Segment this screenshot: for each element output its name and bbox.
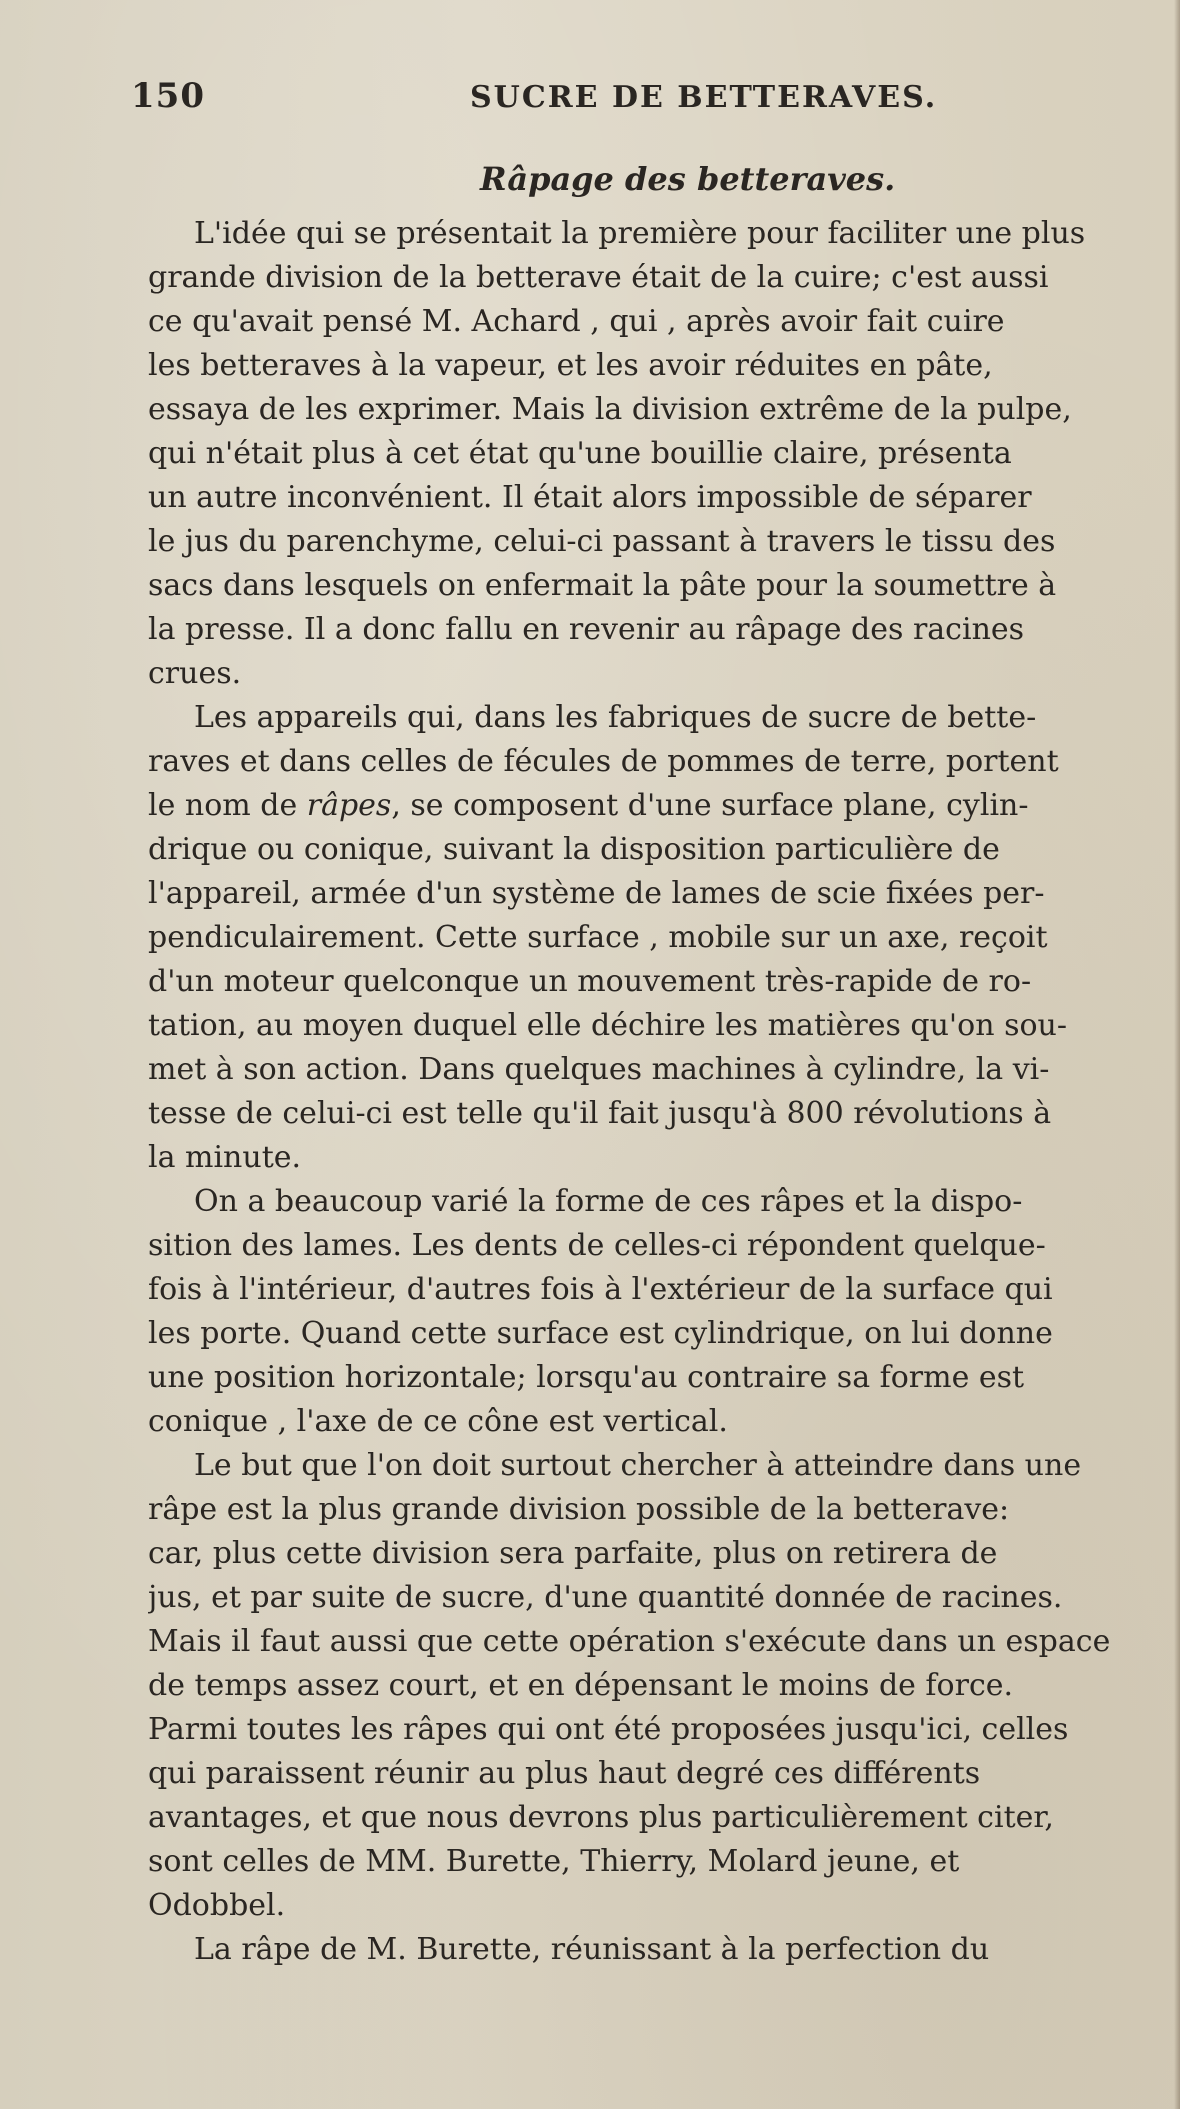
text-line: On a beaucoup varié la forme de ces râpes et la dispo- [194,1184,1023,1219]
text-line: sont celles de MM. Burette, Thierry, Molard jeune, et [148,1844,960,1879]
italic-term: râpes [306,788,392,823]
text-line: fois à l'intérieur, d'autres fois à l'extérieur de la surface qui [148,1272,1053,1307]
text-line: les porte. Quand cette surface est cylindrique, on lui donne [148,1316,1053,1351]
text-line: crues. [148,656,242,691]
text-line: essaya de les exprimer. Mais la division extrême de la pulpe, [148,392,1072,427]
text-line: l'appareil, armée d'un système de lames de scie fixées per- [148,876,1045,911]
text-line: tation, au moyen duquel elle déchire les matières qu'on sou- [148,1008,1067,1043]
text-line: Mais il faut aussi que cette opération s'exécute dans un espace [148,1624,1111,1659]
text-line: conique , l'axe de ce cône est vertical. [148,1404,728,1439]
text-line: qui n'était plus à cet état qu'une bouillie claire, présenta [148,436,1012,471]
text-line: d'un moteur quelconque un mouvement très-rapide de ro- [148,964,1032,999]
running-title: SUCRE DE BETTERAVES. [470,80,938,115]
text-line: râpe est la plus grande division possible de la betterave: [148,1492,1010,1527]
text-line: Les appareils qui, dans les fabriques de sucre de bette- [194,700,1037,735]
text-line: qui paraissent réunir au plus haut degré ces différents [148,1756,981,1791]
text-line: Odobbel. [148,1888,286,1923]
text-line: avantages, et que nous devrons plus particulièrement citer, [148,1800,1054,1835]
text-line: la minute. [148,1140,302,1175]
text-line: La râpe de M. Burette, réunissant à la perfection du [194,1932,990,1967]
text-line: met à son action. Dans quelques machines à cylindre, la vi- [148,1052,1050,1087]
text-line: drique ou conique, suivant la disposition particulière de [148,832,1000,867]
text-line: tesse de celui-ci est telle qu'il fait jusqu'à 800 révolutions à [148,1096,1052,1131]
text-line: raves et dans celles de fécules de pommes de terre, portent [148,744,1059,779]
page-header [0,76,1180,126]
body-text [148,212,1178,1972]
text-line: un autre inconvénient. Il était alors impossible de séparer [148,480,1032,515]
text-line: jus, et par suite de sucre, d'une quantité donnée de racines. [148,1580,1063,1615]
text-line: L'idée qui se présentait la première pour faciliter une plus [194,216,1086,251]
section-title: Râpage des betteraves. [480,160,896,198]
text-line: Parmi toutes les râpes qui ont été proposées jusqu'ici, celles [148,1712,1069,1747]
text-line: grande division de la betterave était de la cuire; c'est aussi [148,260,1049,295]
text-line: car, plus cette division sera parfaite, plus on retirera de [148,1536,998,1571]
text-line: de temps assez court, et en dépensant le moins de force. [148,1668,1014,1703]
page-number: 150 [131,76,205,116]
text-line: la presse. Il a donc fallu en revenir au râpage des racines [148,612,1025,647]
text-line: les betteraves à la vapeur, et les avoir réduites en pâte, [148,348,993,383]
text-line: le nom de râpes, se composent d'une surface plane, cylin- [148,788,1029,823]
text-line: sition des lames. Les dents de celles-ci répondent quelque- [148,1228,1046,1263]
text-line: Le but que l'on doit surtout chercher à atteindre dans une [194,1448,1082,1483]
text-line: le jus du parenchyme, celui-ci passant à travers le tissu des [148,524,1056,559]
text-line: une position horizontale; lorsqu'au contraire sa forme est [148,1360,1025,1395]
text-line: ce qu'avait pensé M. Achard , qui , après avoir fait cuire [148,304,1005,339]
text-line: sacs dans lesquels on enfermait la pâte pour la soumettre à [148,568,1057,603]
text-line: pendiculairement. Cette surface , mobile sur un axe, reçoit [148,920,1048,955]
